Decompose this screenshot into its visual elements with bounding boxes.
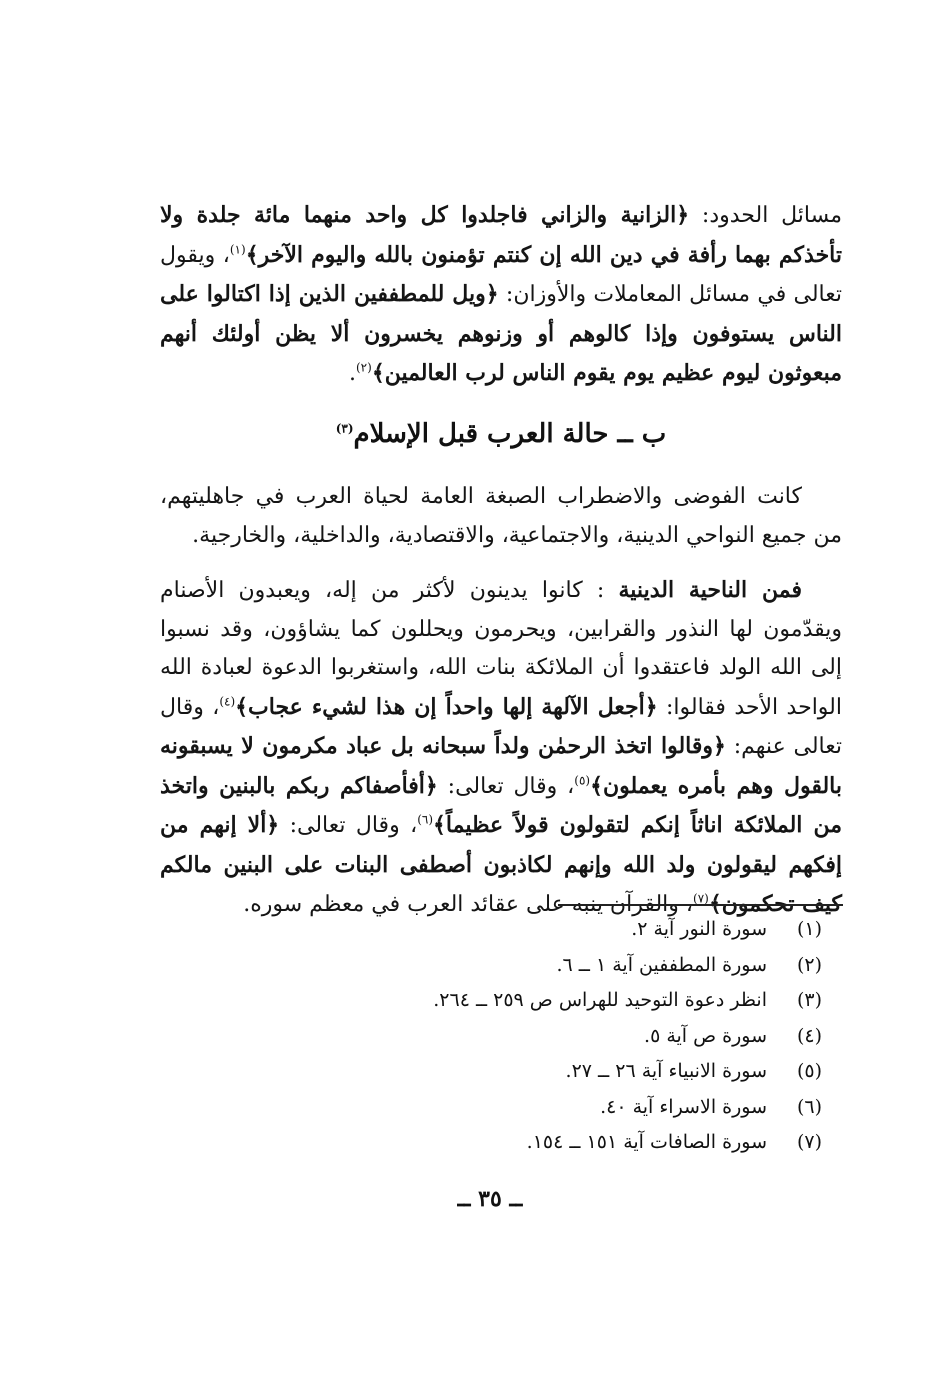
page-number: ــ ٣٥ ــ: [457, 1186, 523, 1212]
footnote-text: سورة الصافات آية ١٥١ ــ ١٥٤.: [526, 1131, 767, 1153]
footnote-text: سورة الاسراء آية ٤٠.: [600, 1095, 767, 1118]
paragraph-text: : كانوا يدينون لأكثر من إله، ويعبدون الأصنام ويقدّمون لها النذور والقرابين، ويحرمون ويحللون كما يشاؤون، وقد نسبوا إلى الله الولد فاعتقدوا أن الملائكة بنات الله، واستغربوا الدعوة لعبادة الله الواحد الأحد فقالوا:: [160, 578, 842, 720]
footnote-number: (١): [796, 918, 822, 940]
footnote-item: [300, 1019, 822, 1055]
footnote-number: (٦): [796, 1095, 822, 1118]
footnote-ref: (٦): [417, 812, 434, 827]
quran-quote: ﴿ويل للمطففين الذين إذا اكتالوا على الناس يستوفون وإذا كالوهم أو وزنوهم يخسرون ألا يظن أولئك أنهم مبعوثون ليوم عظيم يوم يقوم الناس لرب العالمين﴾: [160, 281, 842, 386]
footnote-ref: (٥): [574, 773, 591, 788]
footnote-item: [300, 1054, 822, 1090]
section-heading-text: ب ــ حالة العرب قبل الإسلام: [353, 419, 667, 449]
paragraph-prefix: مسائل الحدود:: [689, 203, 842, 228]
footnote-item: [300, 912, 822, 948]
paragraph-religious: [160, 571, 842, 925]
footnote-item: [300, 1125, 822, 1161]
footnote-number: (٣): [796, 989, 822, 1011]
footnote-item: [300, 983, 822, 1019]
paragraph-text: ، وقال تعالى:: [437, 773, 575, 799]
section-heading: [160, 414, 842, 454]
footnote-text: انظر دعوة التوحيد للهراس ص ٢٥٩ ــ ٢٦٤.: [433, 989, 767, 1011]
paragraph-text: ، ويقول تعالى في مسائل المعاملات والأوزان:: [160, 242, 842, 307]
footnote-item: [300, 1090, 822, 1126]
paragraph-hudud: [160, 196, 842, 394]
footnote-number: (٧): [796, 1131, 822, 1153]
footnote-number: (٢): [796, 953, 822, 976]
quran-quote: ﴿وقالوا اتخذ الرحمٰن ولداً سبحانه بل عباد مكرمون لا يسبقونه بالقول وهم بأمره يعملون﴾: [160, 733, 842, 799]
quran-quote: ﴿أجعل الآلهة إلها واحداً إن هذا لشيء عجاب﴾: [235, 693, 658, 720]
paragraph-text: .: [348, 361, 356, 386]
quran-quote: ﴿الزانية والزاني فاجلدوا كل واحد منهما مائة جلدة ولا تأخذكم بهما رأفة في دين الله إن كنتم تؤمنون بالله واليوم الآخر﴾: [160, 202, 843, 268]
footnotes-list: [300, 912, 822, 1161]
paragraph-text: ، وقال تعالى عنهم:: [160, 694, 842, 759]
footnote-ref: (٣): [335, 421, 354, 436]
footnote-text: سورة ص آية ٥.: [644, 1024, 767, 1047]
footnote-text: سورة الانبياء آية ٢٦ ــ ٢٧.: [565, 1060, 767, 1082]
footnote-ref: (٧): [693, 891, 709, 906]
paragraph-text: ، وقال تعالى:: [279, 813, 418, 838]
footnote-text: سورة النور آية ٢.: [631, 918, 767, 940]
footnote-number: (٤): [796, 1024, 822, 1047]
footnote-number: (٥): [796, 1060, 822, 1082]
footnote-ref: (٤): [219, 694, 236, 709]
paragraph-intro: كانت الفوضى والاضطراب الصبغة العامة لحياة العرب في جاهليتهم، من جميع النواحي الدينية، والاجتماعية، والاقتصادية، والداخلية، والخارجية.: [160, 484, 842, 548]
quran-quote: ﴿أفأصفاكم ربكم بالبنين واتخذ من الملائكة اناثاً إنكم لتقولون قولاً عظيماً﴾: [160, 772, 842, 838]
quran-quote: ﴿ألا إنهم من إفكهم ليقولون ولد الله وإنهم لكاذبون أصطفى البنات على البنين مالكم كيف تحكمون﴾: [160, 812, 842, 917]
footnote-ref: (١): [229, 242, 246, 257]
footnote-separator: [558, 904, 843, 906]
footnote-item: [300, 948, 822, 984]
paragraph-text: ، والقرآن ينبه على عقائد العرب في معظم سوره.: [243, 892, 694, 917]
footnote-text: سورة المطففين آية ١ ــ ٦.: [556, 953, 767, 976]
paragraph-lead: فمن الناحية الدينية: [618, 577, 802, 603]
footnote-ref: (٢): [355, 360, 372, 375]
